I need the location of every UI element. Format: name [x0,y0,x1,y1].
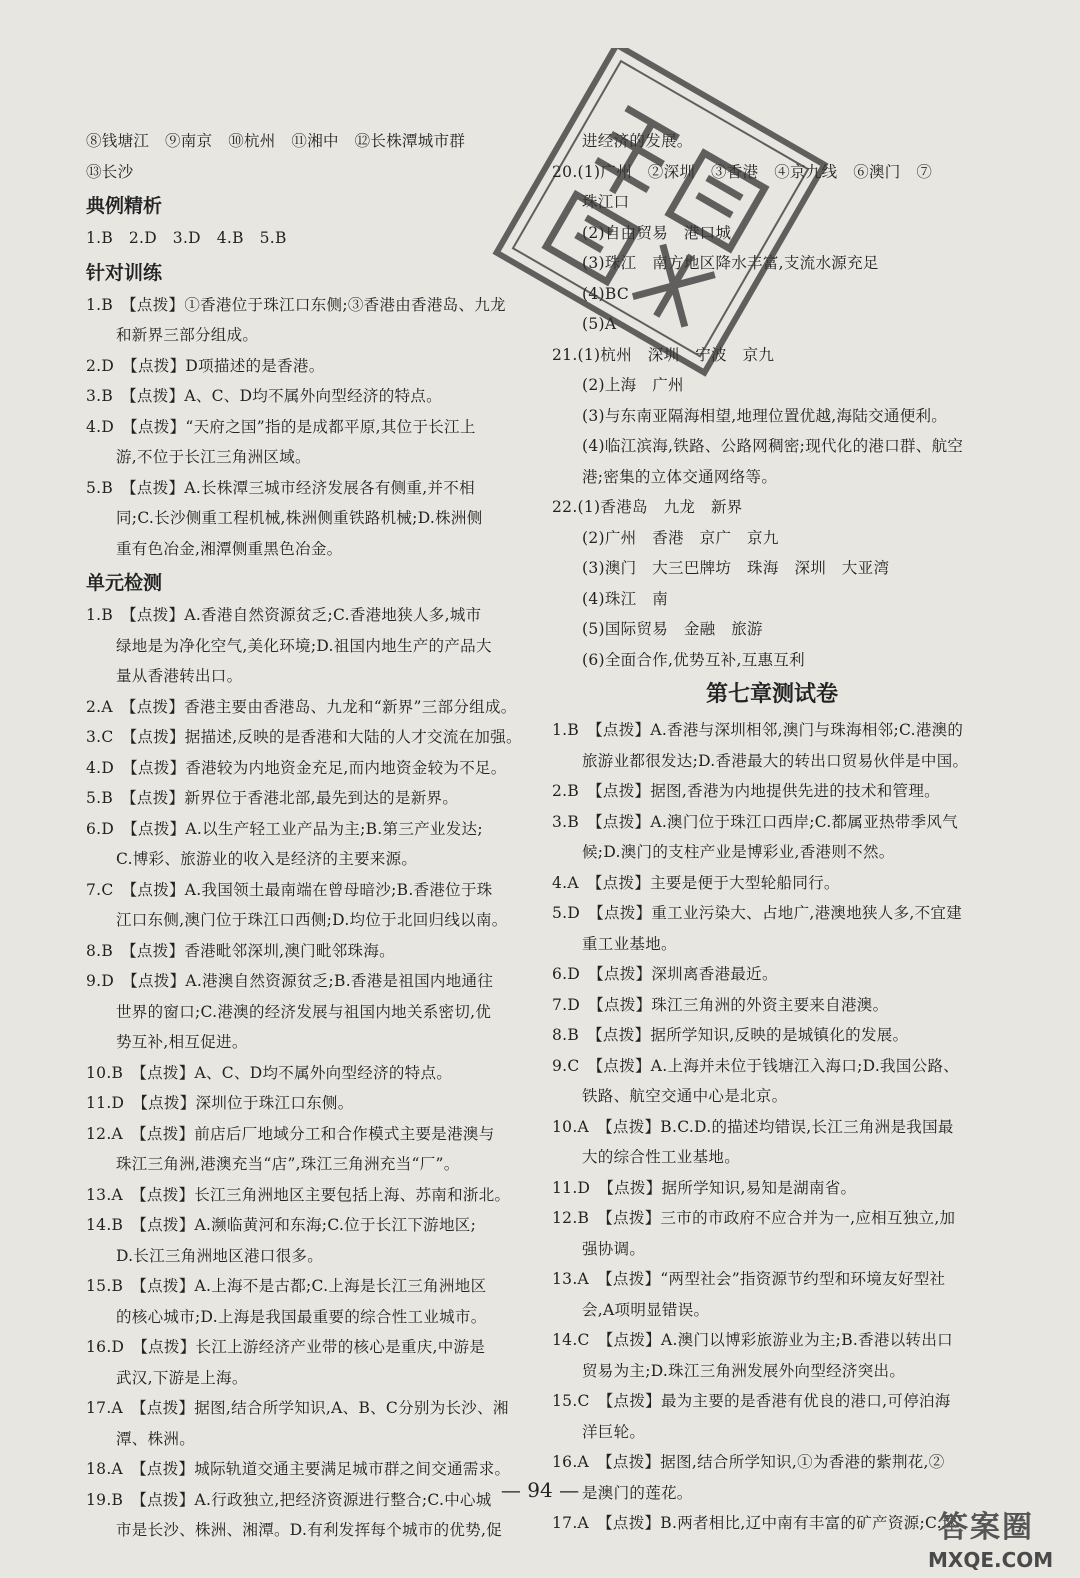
text-line: 2.D 【点拨】D项描述的是香港。 [86,356,325,375]
text-line: 贸易为主;D.珠江三角洲发展外向型经济突出。 [582,1361,906,1380]
text-line: 强协调。 [582,1239,646,1258]
section-heading: 典例精析 [86,195,163,217]
text-line: (4)BC [582,284,629,303]
library-stamp [468,48,848,378]
section-heading: 单元检测 [86,572,163,594]
text-line: 武汉,下游是上海。 [116,1368,248,1387]
text-line: 的核心城市;D.上海是我国最重要的综合性工业城市。 [116,1307,487,1326]
text-line: (4)临江滨海,铁路、公路网稠密;现代化的港口群、航空 [582,437,964,455]
text-line: 重工业基地。 [582,934,677,953]
text-line: 18.A 【点拨】城际轨道交通主要满足城市群之间交通需求。 [86,1460,511,1478]
text-line: 5.D 【点拨】重工业污染大、占地广,港澳地狭人多,不宜建 [552,904,963,922]
text-line: 13.A 【点拨】长江三角洲地区主要包括上海、苏南和浙北。 [86,1185,511,1204]
text-line: (4)珠江 南 [582,589,669,608]
text-line: 4.A 【点拨】主要是便于大型轮船同行。 [552,873,840,892]
text-line: 重有色冶金,湘潭侧重黑色冶金。 [116,539,343,558]
text-line: 3.B 【点拨】A、C、D均不属外向型经济的特点。 [86,387,442,405]
text-line: 2.B 【点拨】据图,香港为内地提供先进的技术和管理。 [552,782,940,800]
text-line: 和新界三部分组成。 [116,326,259,344]
text-line: 12.A 【点拨】前店后厂地域分工和合作模式主要是港澳与 [86,1124,495,1143]
text-line: 3.B 【点拨】A.澳门位于珠江口西岸;C.都属亚热带季风气 [552,812,959,831]
site-watermark [918,1502,1068,1572]
text-line: 16.D 【点拨】长江上游经济产业带的核心是重庆,中游是 [86,1338,486,1356]
text-line: 7.C 【点拨】A.我国领土最南端在曾母暗沙;B.香港位于珠 [86,880,493,899]
text-line: 11.D 【点拨】据所学知识,易知是湖南省。 [552,1178,857,1197]
text-line: 22.(1)香港岛 九龙 新界 [552,498,743,516]
text-line: 20.(1)广州 ②深圳 ③香港 ④京九线 ⑥澳门 ⑦ [552,162,933,181]
text-line: 14.C 【点拨】A.澳门以博彩旅游业为主;B.香港以转出口 [552,1331,953,1349]
text-line: 21.(1)杭州 深圳 宁波 京九 [552,345,775,364]
text-line: 4.D 【点拨】“天府之国”指的是成都平原,其位于长江上 [86,417,476,436]
text-line: 8.B 【点拨】据所学知识,反映的是城镇化的发展。 [552,1026,909,1044]
text-line: 6.D 【点拨】A.以生产轻工业产品为主;B.第三产业发达; [86,819,483,838]
text-line: (2)广州 香港 京广 京九 [582,528,779,547]
text-line: 铁路、航空交通中心是北京。 [582,1087,788,1105]
text-line: (2)自由贸易 港口城 [582,223,732,242]
text-line: 13.A 【点拨】“两型社会”指资源节约型和环境友好型社 [552,1270,946,1288]
text-line: 世界的窗口;C.港澳的经济发展与祖国内地关系密切,优 [116,1002,492,1021]
watermark-url: MXQE.COM [928,1548,1054,1572]
section-heading: 针对训练 [86,261,163,284]
text-line: (3)澳门 大三巴牌坊 珠海 深圳 大亚湾 [582,559,890,577]
text-line: 19.B 【点拨】A.行政独立,把经济资源进行整合;C.中心城 [86,1490,492,1509]
text-line: 进经济的发展。 [582,132,693,150]
text-line: 4.D 【点拨】香港较为内地资金充足,而内地资金较为不足。 [86,758,507,777]
text-line: 9.D 【点拨】A.港澳自然资源贫乏;B.香港是祖国内地通往 [86,972,494,990]
text-line: 9.C 【点拨】A.上海并未位于钱塘江入海口;D.我国公路、 [552,1056,960,1075]
text-line: 15.C 【点拨】最为主要的是香港有优良的港口,可停泊海 [552,1392,951,1410]
text-line: 10.B 【点拨】A、C、D均不属外向型经济的特点。 [86,1063,453,1082]
text-line: (6)全面合作,优势互补,互惠互利 [582,650,805,669]
text-line: 12.B 【点拨】三市的市政府不应合并为一,应相互独立,加 [552,1209,956,1227]
text-line: 1.B 【点拨】①香港位于珠江口东侧;③香港由香港岛、九龙 [86,295,506,314]
left-column [86,126,526,1546]
text-line: 珠江三角洲,港澳充当“店”,珠江三角洲充当“厂”。 [116,1155,460,1173]
text-line: (3)与东南亚隔海相望,地理位置优越,海陆交通便利。 [582,406,948,425]
text-line: 洋巨轮。 [582,1422,646,1441]
text-line: 同;C.长沙侧重工程机械,株洲侧重铁路机械;D.株洲侧 [116,509,483,527]
text-line: 是澳门的莲花。 [582,1483,693,1502]
text-line: C.博彩、旅游业的收入是经济的主要来源。 [116,850,418,868]
text-line: 2.A 【点拨】香港主要由香港岛、九龙和“新界”三部分组成。 [86,697,517,716]
text-line: D.长江三角洲地区港口很多。 [116,1246,324,1265]
chapter-title: 第七章测试卷 [705,682,838,707]
text-line: (2)上海 广州 [582,376,684,394]
text-line: 3.C 【点拨】据描述,反映的是香港和大陆的人才交流在加强。 [86,728,522,746]
text-line: 16.A 【点拨】据图,结合所学知识,①为香港的紫荆花,② [552,1453,945,1471]
text-line: 潭、株洲。 [116,1429,196,1448]
text-line: 14.B 【点拨】A.濒临黄河和东海;C.位于长江下游地区; [86,1216,477,1234]
page-number: — 94 — [500,1478,580,1502]
text-line: (5)国际贸易 金融 旅游 [582,620,763,638]
text-line: 1.B 【点拨】A.香港与深圳相邻,澳门与珠海相邻;C.港澳的 [552,721,964,739]
text-line: 候;D.澳门的支柱产业是博彩业,香港则不然。 [582,843,895,861]
text-line: 港;密集的立体交通网络等。 [582,467,778,486]
text-line: 8.B 【点拨】香港毗邻深圳,澳门毗邻珠海。 [86,941,395,960]
text-line: 会,A项明显错误。 [582,1300,710,1319]
text-line: 量从香港转出口。 [116,667,243,685]
text-line: 6.D 【点拨】深圳离香港最近。 [552,965,778,983]
text-line: 5.B 【点拨】A.长株潭三城市经济发展各有侧重,并不相 [86,478,475,497]
text-line: 绿地是为净化空气,美化环境;D.祖国内地生产的产品大 [116,636,492,655]
text-line: 5.B 【点拨】新界位于香港北部,最先到达的是新界。 [86,789,459,807]
text-line: ⑧钱塘江 ⑨南京 ⑩杭州 ⑪湘中 ⑫长株潭城市群 [86,132,466,150]
text-line: 15.B 【点拨】A.上海不是古都;C.上海是长江三角洲地区 [86,1277,487,1295]
text-line: 17.A 【点拨】B.两者相比,辽中南有丰富的矿产资源;C.珠 [552,1514,958,1532]
text-line: (3)珠江 南方地区降水丰富,支流水源充足 [582,254,879,272]
text-line: 市是长沙、株洲、湘潭。D.有利发挥每个城市的优势,促 [116,1521,503,1539]
text-line: 11.D 【点拨】深圳位于珠江口东侧。 [86,1094,354,1112]
text-line: 游,不位于长江三角洲区域。 [116,448,311,466]
text-line: 7.D 【点拨】珠江三角洲的外资主要来自港澳。 [552,995,889,1014]
watermark-logo: 答案圈 [938,1510,1034,1545]
text-line: 大的综合性工业基地。 [582,1148,741,1166]
text-line: 江口东侧,澳门位于珠江口西侧;D.均位于北回归线以南。 [116,911,508,929]
text-line: 1.B 2.D 3.D 4.B 5.B [86,229,287,247]
text-line: (5)A [582,315,617,333]
text-line: 17.A 【点拨】据图,结合所学知识,A、B、C分别为长沙、湘 [86,1399,509,1417]
text-line: 10.A 【点拨】B.C.D.的描述均错误,长江三角洲是我国最 [552,1117,954,1136]
text-line: ⑬长沙 [86,162,134,181]
text-line: 旅游业都很发达;D.香港最大的转出口贸易伙伴是中国。 [582,751,969,770]
text-line: 1.B 【点拨】A.香港自然资源贫乏;C.香港地狭人多,城市 [86,606,482,624]
text-line: 珠江口 [582,193,630,211]
text-line: 势互补,相互促进。 [116,1033,248,1051]
